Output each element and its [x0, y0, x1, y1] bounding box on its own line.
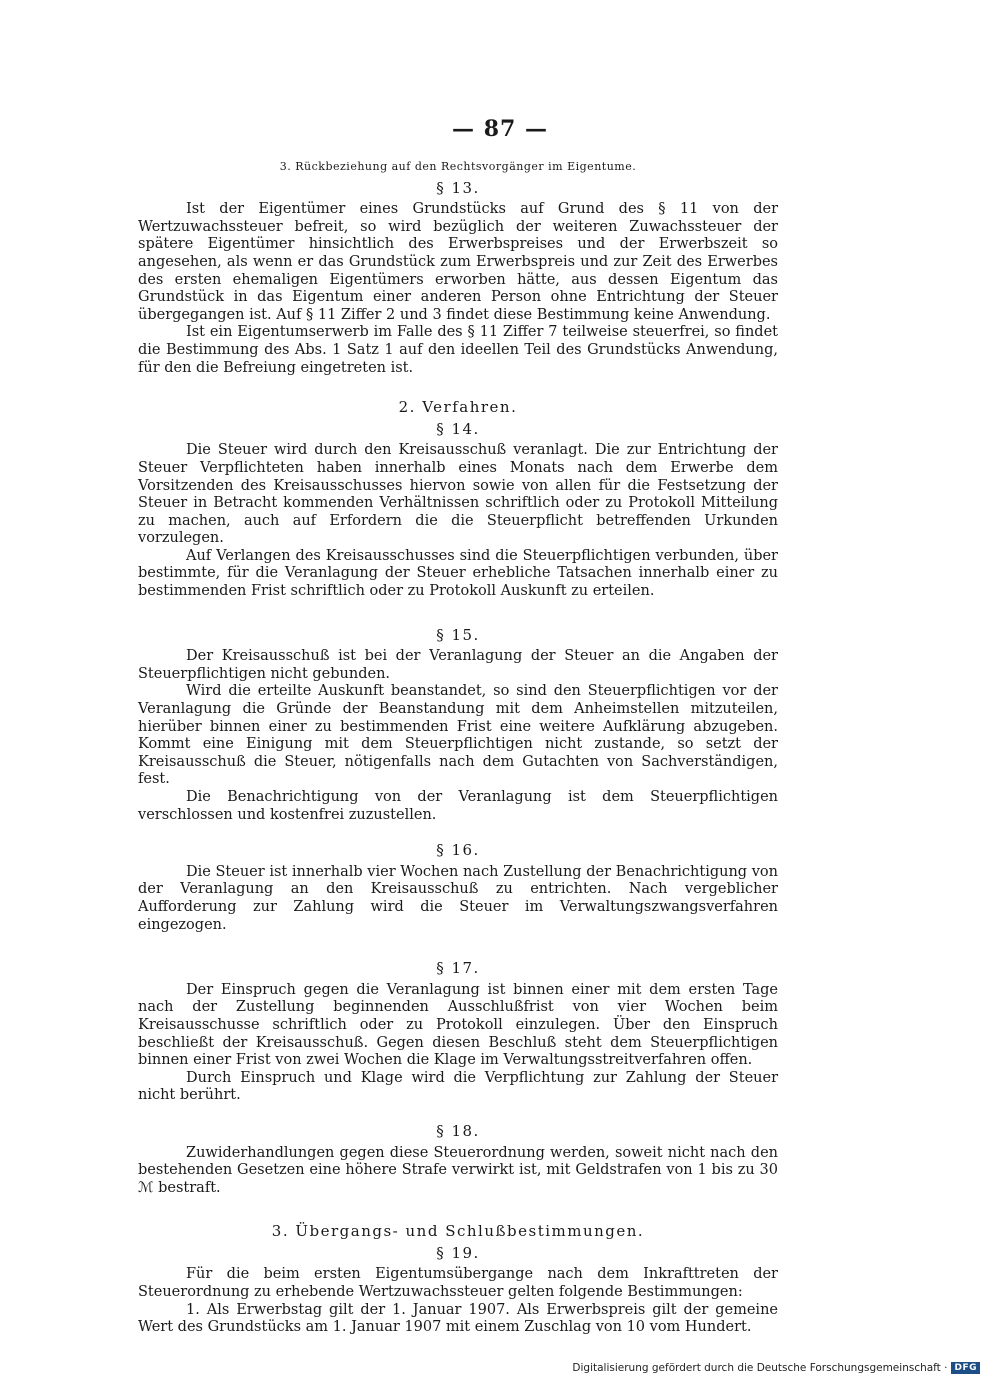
paragraph-14-title: § 14. — [436, 419, 480, 438]
paragraph-16-text-1: Die Steuer ist innerhalb vier Wochen nach Zustellung der Benachrichtigung von der Veranlagung an den Kreisausschuß zu entrichten. Nach vergeblicher Aufforderung zur Zahlung wird die Steuer im Verwaltungszwangsverfahren eingezogen. — [138, 863, 778, 933]
section-heading-verfahren: 2. Verfahren. — [398, 398, 518, 417]
paragraph-17-text-2: Durch Einspruch und Klage wird die Verpflichtung zur Zahlung der Steuer nicht berührt. — [138, 1069, 778, 1104]
paragraph-18-title: § 18. — [436, 1121, 480, 1140]
paragraph-16-title: § 16. — [436, 841, 480, 860]
credit-text: Digitalisierung gefördert durch die Deutsche Forschungsgemeinschaft · — [572, 1362, 948, 1374]
paragraph-15-text-3: Die Benachrichtigung von der Veranlagung ist dem Steuerpflichtigen verschlossen und kostenfrei zuzustellen. — [138, 789, 778, 823]
paragraph-18-text-1: Zuwiderhandlungen gegen diese Steuerordnung werden, soweit nicht nach den bestehenden Gesetzen eine höhere Strafe verwirkt ist, mit Geldstrafen von 1 bis zu 30 ℳ bestraft. — [138, 1144, 778, 1196]
section-heading-uebergangsbestimmungen: 3. Übergangs- und Schlußbestimmungen. — [271, 1222, 645, 1241]
paragraph-13-text-2: Ist ein Eigentumserwerb im Falle des § 11 Ziffer 7 teilweise steuerfrei, so findet die Bestimmung des Abs. 1 Satz 1 auf den ideellen Teil des Grundstücks Anwendung, für den die Befreiung eingetreten ist. — [138, 324, 778, 376]
dfg-logo: DFG — [951, 1362, 980, 1374]
paragraph-15-text-2: Wird die erteilte Auskunft beanstandet, so sind den Steuerpflichtigen vor der Veranlagung die Gründe der Beanstandung mit dem Anheimstellen mitzuteilen, hierüber binnen einer zu bestimmenden Frist eine weitere Aufklärung abzugeben. Kommt eine Einigung mit dem Steuerpflichtigen nicht zustande, so setzt der Kreisausschuß die Steuer, nötigenfalls nach dem Gutachten von Sachverständigen, fest. — [138, 683, 778, 788]
body-text — [138, 158, 778, 1337]
paragraph-17-title: § 17. — [436, 959, 480, 978]
paragraph-15-text-1: Der Kreisausschuß ist bei der Veranlagung der Steuer an die Angaben der Steuerpflichtigen nicht gebunden. — [138, 648, 778, 682]
digitization-credit — [572, 1362, 980, 1374]
paragraph-17-text-1: Der Einspruch gegen die Veranlagung ist binnen einer mit dem ersten Tage nach der Zustellung beginnenden Ausschlußfrist von vier Wochen beim Kreisausschusse schriftlich oder zu Protokoll einzulegen. Über den Einspruch beschließt der Kreisausschuß. Gegen diesen Beschluß steht dem Steuerpflichtigen binnen einer Frist von zwei Wochen die Klage im Verwaltungsstreitverfahren offen. — [138, 981, 778, 1069]
subsection-heading-rueckbeziehung: 3. Rückbeziehung auf den Rechtsvorgänger im Eigentume. — [279, 160, 637, 173]
paragraph-19-text-2: 1. Als Erwerbstag gilt der 1. Januar 1907. Als Erwerbspreis gilt der gemeine Wert des Grundstücks am 1. Januar 1907 mit einem Zuschlag von 10 vom Hundert. — [138, 1301, 778, 1336]
paragraph-19-text-1: Für die beim ersten Eigentumsübergange nach dem Inkrafttreten der Steuerordnung zu erhebende Wertzuwachssteuer gelten folgende Bestimmungen: — [138, 1266, 778, 1301]
paragraph-15-title: § 15. — [436, 625, 480, 644]
paragraph-19-title: § 19. — [436, 1243, 480, 1262]
paragraph-13-title: § 13. — [436, 178, 480, 197]
paragraph-14-text-2: Auf Verlangen des Kreisausschusses sind die Steuerpflichtigen verbunden, über bestimmte, für die Veranlagung der Steuer erhebliche Tatsachen innerhalb einer zu bestimmenden Frist schriftlich oder zu Protokoll Auskunft zu erteilen. — [138, 547, 778, 600]
paragraph-14-text-1: Die Steuer wird durch den Kreisausschuß veranlagt. Die zur Entrichtung der Steuer Verpflichteten haben innerhalb eines Monats nach dem Erwerbe dem Vorsitzenden des Kreisausschusses hiervon sowie von allen für die Festsetzung der Steuer in Betracht kommenden Verhältnissen schriftlich oder zu Protokoll Mitteilung zu machen, auch auf Erfordern die die Steuerpflicht betreffenden Urkunden vorzulegen. — [138, 442, 778, 547]
page-number: — 87 — — [452, 116, 548, 142]
paragraph-13-text-1: Ist der Eigentümer eines Grundstücks auf Grund des § 11 von der Wertzuwachssteuer befreit, so wird bezüglich der weiteren Zuwachssteuer der spätere Eigentümer hinsichtlich des Erwerbspreises und der Erwerbszeit so angesehen, als wenn er das Grundstück zum Erwerbspreis und zur Zeit des Erwerbes des ersten ehemaligen Eigentümers erworben hätte, aus dessen Eigentum das Grundstück in das Eigentum einer anderen Person ohne Entrichtung der Steuer übergegangen ist. Auf § 11 Ziffer 2 und 3 findet diese Bestimmung keine Anwendung. — [138, 201, 778, 323]
